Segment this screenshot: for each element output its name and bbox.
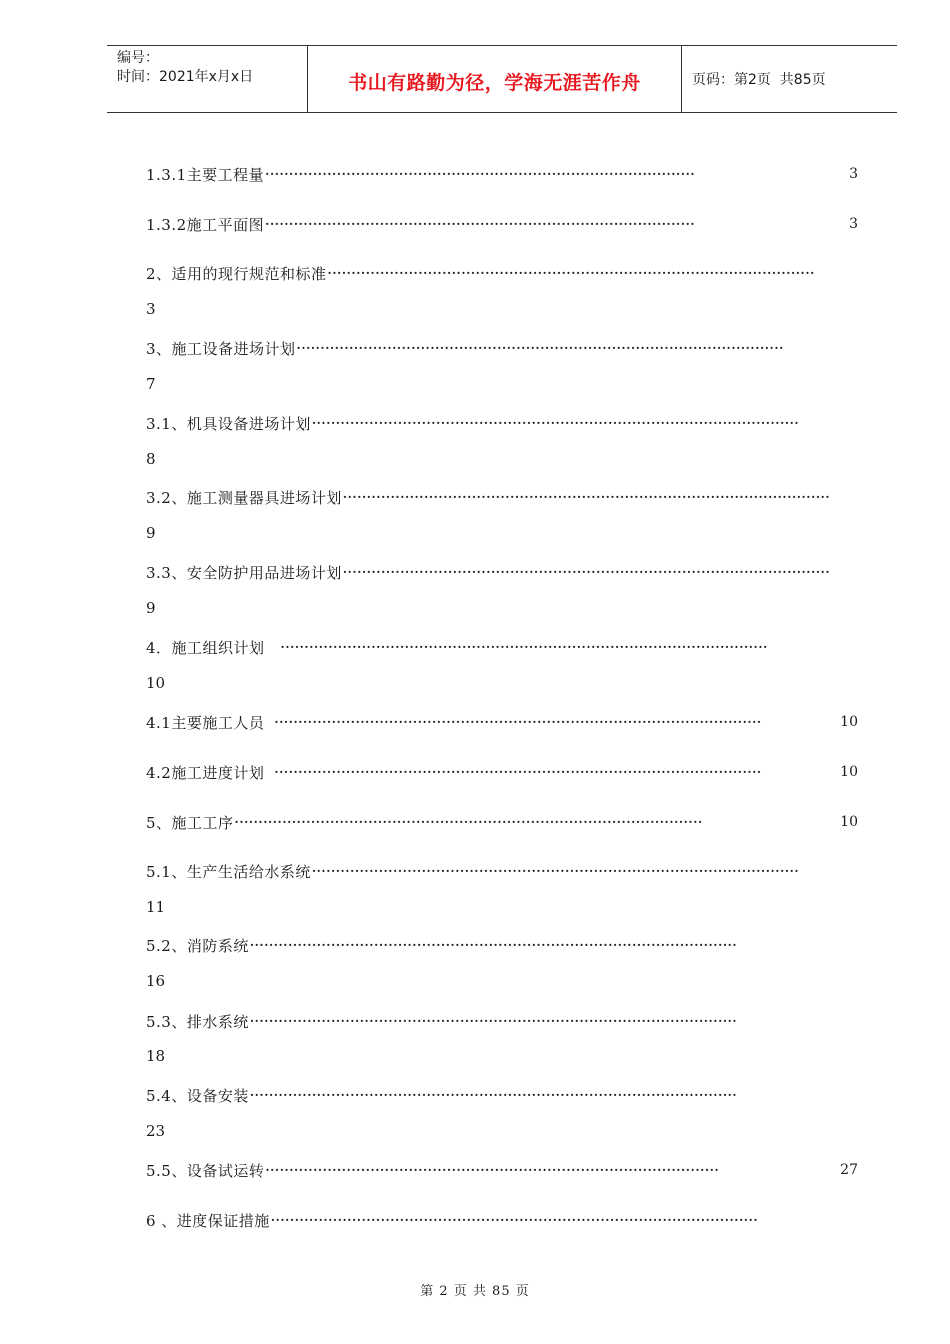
toc-entry-page: 27 (840, 1162, 858, 1178)
toc-entry-label: 5.4、设备安装 (146, 1086, 249, 1105)
toc-leader-dots: ······································································································ (327, 266, 815, 280)
toc-entry[interactable] (146, 1159, 858, 1181)
toc-leader-dots: ······································································································ (280, 640, 768, 654)
toc-entry[interactable] (146, 412, 858, 434)
toc-entry-page: 7 (146, 375, 156, 393)
toc-entry-label: 5、施工工序 (146, 813, 234, 832)
toc-entry-label: 5.5、设备试运转 (146, 1161, 265, 1180)
toc-leader-dots: ······································································································ (249, 1088, 738, 1102)
toc-entry[interactable] (146, 1209, 858, 1231)
toc-entry-page: 10 (146, 674, 166, 692)
toc-leader-dots: ······························································································· (265, 1163, 720, 1177)
toc-entry-label: 2、适用的现行规范和标准 (146, 264, 327, 283)
toc-entry[interactable] (146, 262, 858, 284)
toc-entry[interactable] (146, 1010, 858, 1032)
page-footer (0, 1280, 950, 1299)
toc-entry-label: 3.3、安全防护用品进场计划 (146, 563, 342, 582)
toc-entry-label: 1.3.1主要工程量 (146, 165, 265, 184)
toc-entry-page: 9 (146, 524, 156, 542)
toc-entry-label: 4．施工组织计划 (146, 638, 265, 657)
toc-entry-page: 3 (849, 216, 858, 232)
toc-leader-dots: ······································································································ (249, 938, 738, 952)
toc-entry[interactable] (146, 636, 858, 658)
toc-entry[interactable] (146, 934, 858, 956)
toc-entry-label: 3.1、机具设备进场计划 (146, 414, 311, 433)
toc-entry-page: 3 (849, 166, 858, 182)
toc-leader-dots: ·························································································· (265, 217, 696, 231)
toc-entry-label: 5.2、消防系统 (146, 936, 249, 955)
toc-entry[interactable] (146, 711, 858, 733)
toc-entry[interactable] (146, 860, 858, 882)
toc-entry-label: 3、施工设备进场计划 (146, 339, 296, 358)
number-label: 编号： (117, 50, 159, 66)
time-label: 时间：2021年x月x日 (117, 69, 254, 85)
toc-leader-dots: ·························································································· (265, 167, 696, 181)
toc-entry[interactable] (146, 761, 858, 783)
toc-leader-dots: ······································································································ (342, 490, 831, 504)
toc-entry[interactable] (146, 486, 858, 508)
toc-entry[interactable] (146, 337, 858, 359)
toc-entry[interactable] (146, 811, 858, 833)
toc-entry-page: 16 (146, 972, 166, 990)
toc-entry-page: 10 (840, 714, 858, 730)
toc-entry-label: 6 、进度保证措施 (146, 1211, 270, 1230)
toc-leader-dots: ······································································································ (342, 565, 831, 579)
toc-leader-dots: ······································································································ (249, 1014, 738, 1028)
toc-leader-dots: ······································································································ (296, 341, 784, 355)
toc-entry-label: 1.3.2施工平面图 (146, 215, 265, 234)
toc-entry-page: 11 (146, 898, 166, 916)
toc-entry-page: 23 (146, 1122, 166, 1140)
toc-leader-dots: ······································································································ (270, 1213, 759, 1227)
footer-page-number: 第 2 页 共 85 页 (420, 1284, 530, 1299)
toc-entry-page: 10 (840, 764, 858, 780)
toc-leader-dots: ······································································································ (311, 416, 800, 430)
toc-entry-label: 5.3、排水系统 (146, 1012, 249, 1031)
toc-entry-label: 5.1、生产生活给水系统 (146, 862, 311, 881)
toc-entry-label: 3.2、施工测量器具进场计划 (146, 488, 342, 507)
toc-entry[interactable] (146, 213, 858, 235)
toc-leader-dots: ······································································································ (274, 765, 762, 779)
toc-entry[interactable] (146, 1084, 858, 1106)
toc-entry-page: 8 (146, 450, 156, 468)
toc-entry-label: 4.2施工进度计划 (146, 763, 265, 782)
toc-leader-dots: ······································································································ (274, 715, 762, 729)
toc-entry-page: 9 (146, 599, 156, 617)
toc-leader-dots: ·································································································· (234, 815, 703, 829)
toc-entry-label: 4.1主要施工人员 (146, 713, 265, 732)
motto-text: 书山有路勤为径，学海无涯苦作舟 (348, 71, 641, 94)
toc-entry[interactable] (146, 163, 858, 185)
toc-leader-dots: ······································································································ (311, 864, 800, 878)
page-indicator: 页码：第2页 共85页 (692, 72, 826, 88)
toc-entry-page: 3 (146, 300, 156, 318)
toc-entry-page: 18 (146, 1047, 166, 1065)
toc-entry-page: 10 (840, 814, 858, 830)
toc-entry[interactable] (146, 561, 858, 583)
